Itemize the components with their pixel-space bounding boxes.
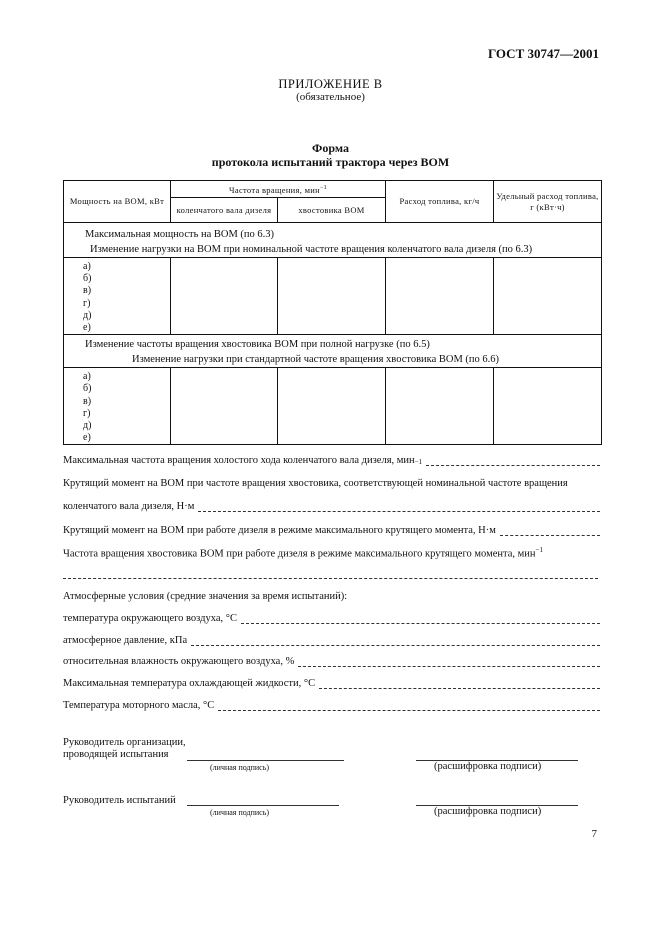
org-head-sign-line	[187, 759, 344, 761]
org-head-sign-caption: (личная подпись)	[210, 763, 270, 772]
field-pressure: атмосферное давление, кПа	[63, 635, 600, 646]
standard-number: ГОСТ 30747—2001	[487, 46, 599, 61]
col-header-power: Мощность на ВОМ, кВт	[64, 181, 171, 223]
page-number: 7	[591, 828, 597, 840]
table-cell	[278, 368, 386, 445]
col-header-fuel: Расход топлива, кг/ч	[386, 181, 494, 223]
org-head-label-1: Руководитель организации,	[63, 737, 186, 748]
table-cell	[386, 258, 494, 335]
org-head-label-2: проводящей испытания	[63, 749, 169, 760]
protocol-table	[63, 180, 602, 445]
field-torque-max-mode: Крутящий момент на ВОМ при работе дизеля в режиме максимального крутящего момента, Н·м	[63, 525, 600, 536]
section-max-power: Максимальная мощность на ВОМ (по 6.3)	[85, 229, 275, 240]
table-cell	[171, 368, 278, 445]
col-header-pto-shaft: хвостовика ВОМ	[278, 198, 386, 223]
col-header-speed-group: Частота вращения, мин$^{-1}$	[171, 181, 386, 198]
org-head-decoding-caption: (расшифровка подписи)	[434, 761, 542, 772]
appendix-title: ПРИЛОЖЕНИЕ В	[278, 77, 383, 91]
col-header-specific-fuel: Удельный расход топлива, г (кВт·ч)	[494, 181, 602, 223]
col-header-crankshaft: коленчатого вала дизеля	[171, 198, 278, 223]
appendix-subtitle: (обязательное)	[296, 91, 365, 103]
section-load-standard: Изменение нагрузки при стандартной частоте вращения хвостовика ВОМ (по 6.6)	[132, 354, 500, 366]
field-speed-max-torque-line	[63, 577, 598, 579]
section-pto-speed: Изменение частоты вращения хвостовика ВОМ при полной нагрузке (по 6.5)	[85, 339, 430, 351]
field-torque-nominal-label: Крутящий момент на ВОМ при частоте вращения хвостовика, соответствующей номинальной частоте вращения	[63, 478, 568, 489]
field-torque-nominal: коленчатого вала дизеля, Н·м	[63, 501, 600, 512]
table-cell	[278, 258, 386, 335]
list-item-letters-2: а) б) в) г) д) е)	[64, 368, 171, 445]
field-speed-max-torque-label: Частота вращения хвостовика ВОМ при работе дизеля в режиме максимального крутящего момента, мин$^{-1}$	[63, 546, 543, 560]
test-head-decoding-caption: (расшифровка подписи)	[434, 806, 542, 817]
field-coolant-temperature: Максимальная температура охлаждающей жидкости, °С	[63, 678, 600, 689]
field-humidity: относительная влажность окружающего воздуха, %	[63, 656, 600, 667]
field-max-idle-speed: Максимальная частота вращения холостого хода коленчатого вала дизеля, мин −1	[63, 455, 600, 466]
table-cell	[494, 368, 602, 445]
table-cell	[386, 368, 494, 445]
table-cell	[171, 258, 278, 335]
section-load-nominal: Изменение нагрузки на ВОМ при номинальной частоте вращения коленчатого вала дизеля (по 6.3)	[90, 244, 533, 255]
form-subtitle: протокола испытаний трактора через ВОМ	[211, 155, 450, 169]
field-oil-temperature: Температура моторного масла, °С	[63, 700, 600, 711]
form-title: Форма	[312, 141, 349, 155]
field-air-temperature: температура окружающего воздуха, °С	[63, 613, 600, 624]
test-head-label: Руководитель испытаний	[63, 795, 176, 806]
list-item-letters-1: а) б) в) г) д) е)	[64, 258, 171, 335]
test-head-sign-caption: (личная подпись)	[210, 808, 270, 817]
table-cell	[494, 258, 602, 335]
atm-conditions-label: Атмосферные условия (средние значения за время испытаний):	[63, 591, 348, 602]
test-head-sign-line	[187, 804, 339, 806]
